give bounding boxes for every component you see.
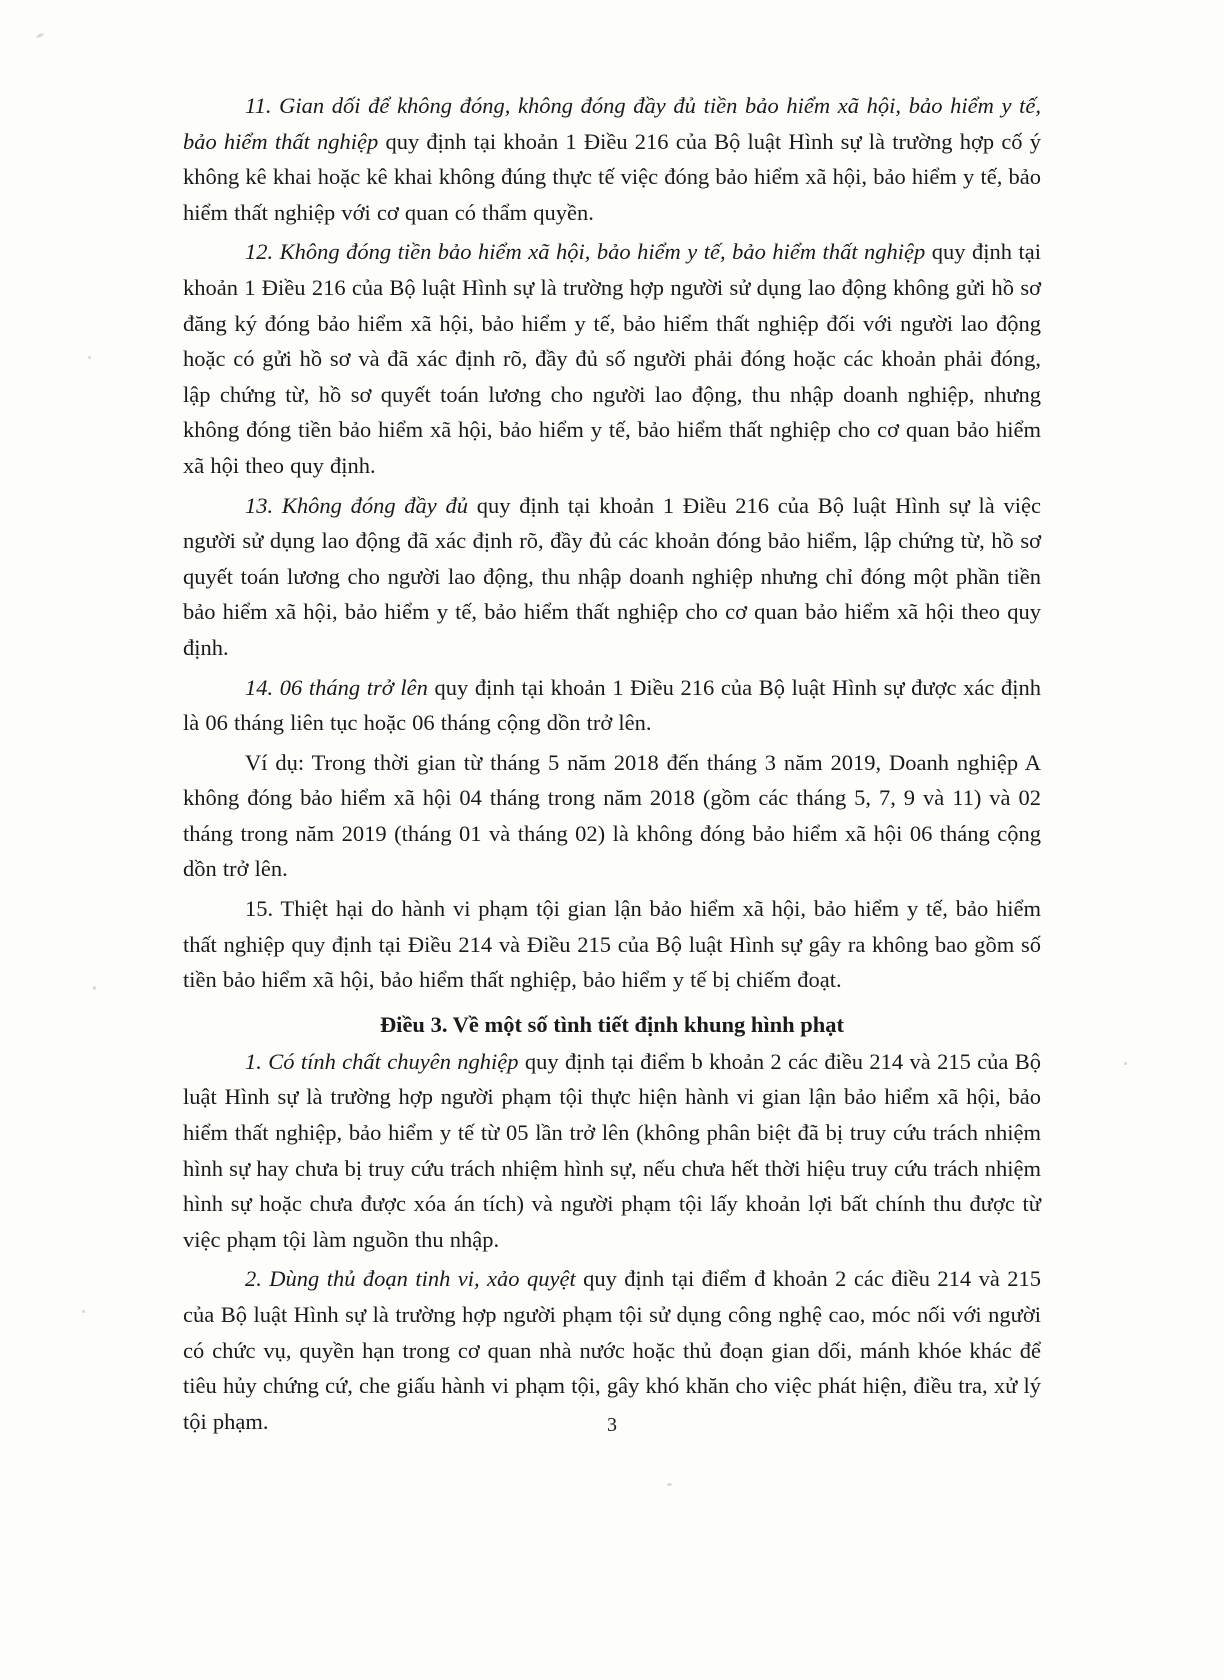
paragraph-lead-text: 14. 06 tháng trở lên [245,674,428,700]
scan-speck [82,1310,85,1313]
paragraph-item-13 [183,488,1041,666]
paragraph-rest-text: Ví dụ: Trong thời gian từ tháng 5 năm 2018 đến tháng 3 năm 2019, Doanh nghiệp A không đóng bảo hiểm xã hội 04 tháng trong năm 2018 (gồm các tháng 5, 7, 9 và 11) và 02 tháng trong năm 2019 (tháng 01 và tháng 02) là không đóng bảo hiểm xã hội 06 tháng cộng dồn trở lên. [183,749,1041,882]
paragraph-lead-text: 13. Không đóng đầy đủ [245,492,469,518]
paragraph-lead-text: 11. Gian dối để không đóng, không đóng đầy đủ tiền bảo hiểm xã hội, bảo hiểm y tế, bảo hiểm thất nghiệp [183,93,1041,154]
document-body [183,88,1041,1443]
page-number: 3 [607,1414,617,1436]
paragraph-article3-item-1 [183,1044,1041,1258]
paragraph-example [183,745,1041,887]
paragraph-rest-text: quy định tại khoản 1 Điều 216 của Bộ luật Hình sự là trường hợp người sử dụng lao động không gửi hồ sơ đăng ký đóng bảo hiểm xã hội, bảo hiểm y tế, bảo hiểm thất nghiệp đối với người lao động hoặc có gửi hồ sơ và đã xác định rõ, đầy đủ số người phải đóng hoặc các khoản phải đóng, lập chứng từ, hồ sơ quyết toán lương cho người lao động, thu nhập doanh nghiệp, nhưng không đóng tiền bảo hiểm xã hội, bảo hiểm y tế, bảo hiểm thất nghiệp cho cơ quan bảo hiểm xã hội theo quy định. [183,239,1041,478]
paragraph-rest-text: 15. Thiệt hại do hành vi phạm tội gian lận bảo hiểm xã hội, bảo hiểm y tế, bảo hiểm thất nghiệp quy định tại Điều 214 và Điều 215 của Bộ luật Hình sự gây ra không bao gồm số tiền bảo hiểm xã hội, bảo hiểm thất nghiệp, bảo hiểm y tế bị chiếm đoạt. [183,896,1041,993]
paragraph-item-12 [183,234,1041,483]
paragraph-article3-item-2 [183,1261,1041,1439]
paragraph-item-15 [183,891,1041,998]
paragraph-lead-text: 1. Có tính chất chuyên nghiệp [245,1048,519,1074]
paragraph-lead-text: 2. Dùng thủ đoạn tinh vi, xảo quyệt [245,1266,576,1292]
paragraph-rest-text: quy định tại điểm đ khoản 2 các điều 214 và 215 của Bộ luật Hình sự là trường hợp người phạm tội sử dụng công nghệ cao, móc nối với người có chức vụ, quyền hạn trong cơ quan nhà nước hoặc thủ đoạn gian dối, mánh khóe khác để tiêu hủy chứng cứ, che giấu hành vi phạm tội, gây khó khăn cho việc phát hiện, điều tra, xử lý tội phạm. [183,1266,1041,1434]
scan-speck [93,986,96,990]
scan-speck [36,32,45,38]
paragraph-rest-text: quy định tại khoản 1 Điều 216 của Bộ luật Hình sự là trường hợp cố ý không kê khai hoặc kê khai không đúng thực tế việc đóng bảo hiểm xã hội, bảo hiểm y tế, bảo hiểm thất nghiệp với cơ quan có thẩm quyền. [183,128,1041,225]
paragraph-lead-text: 12. Không đóng tiền bảo hiểm xã hội, bảo hiểm y tế, bảo hiểm thất nghiệp [245,239,926,265]
paragraph-rest-text: quy định tại khoản 1 Điều 216 của Bộ luật Hình sự được xác định là 06 tháng liên tục hoặc 06 tháng cộng dồn trở lên. [183,674,1041,736]
scan-speck [1124,1062,1127,1065]
scan-speck [667,1483,672,1486]
paragraph-rest-text: quy định tại khoản 1 Điều 216 của Bộ luật Hình sự là việc người sử dụng lao động đã xác định rõ, đầy đủ các khoản đóng bảo hiểm, lập chứng từ, hồ sơ quyết toán lương cho người lao động, thu nhập doanh nghiệp nhưng chỉ đóng một phần tiền bảo hiểm xã hội, bảo hiểm y tế, bảo hiểm thất nghiệp cho cơ quan bảo hiểm xã hội theo quy định. [183,492,1041,660]
paragraph-item-11 [183,88,1041,230]
paragraph-item-14 [183,670,1041,741]
scan-speck [88,356,91,359]
paragraph-rest-text: quy định tại điểm b khoản 2 các điều 214 và 215 của Bộ luật Hình sự là trường hợp người phạm tội thực hiện hành vi gian lận bảo hiểm xã hội, bảo hiểm thất nghiệp, bảo hiểm y tế từ 05 lần trở lên (không phân biệt đã bị truy cứu trách nhiệm hình sự hay chưa bị truy cứu trách nhiệm hình sự, nếu chưa hết thời hiệu truy cứu trách nhiệm hình sự hoặc chưa được xóa án tích) và người phạm tội lấy khoản lợi bất chính thu được từ việc phạm tội làm nguồn thu nhập. [183,1048,1041,1252]
section-heading-article-3: Điều 3. Về một số tình tiết định khung hình phạt [379,1011,845,1037]
